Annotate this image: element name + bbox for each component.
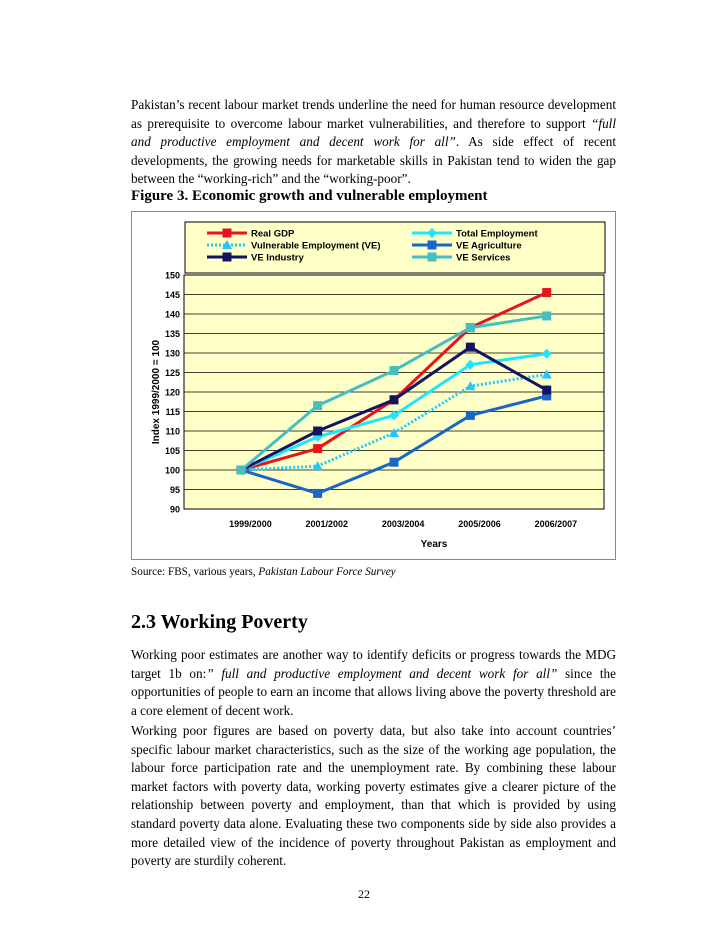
para2-text-after: since the opportunities of people to earn an income that allows living above the poverty threshold are a core element of decent work. — [131, 665, 616, 718]
legend-label: VE Agriculture — [456, 240, 522, 252]
y-tick-label: 100 — [164, 465, 180, 476]
y-tick-label: 105 — [164, 446, 180, 456]
para2-quote: ” full and productive employment and decent work for all” — [206, 665, 558, 681]
y-tick-label: 135 — [164, 329, 180, 339]
intro-text-after: . As side effect of recent developments, the growing needs for marketable skills in Pakistan tend to widen the gap between the “working-rich” and the “working-poor”. — [131, 134, 616, 187]
x-axis-label: Years — [420, 539, 448, 550]
data-point-ve-industry — [466, 343, 475, 352]
data-point-ve-industry — [390, 395, 399, 404]
y-axis — [165, 271, 180, 515]
data-point-ve-services — [466, 323, 475, 332]
legend-label: VE Industry — [251, 252, 304, 264]
intro-text-before: Pakistan’s recent labour market trends underline the need for human resource development as prerequisite to overcome labour market vulnerabilities, and therefore to support — [131, 97, 616, 131]
x-tick-label: 1999/2000 — [229, 519, 272, 529]
data-point-ve-services — [542, 311, 551, 320]
section-title: 2.3 Working Poverty — [131, 611, 308, 633]
legend-label: Vulnerable Employment (VE) — [251, 240, 381, 252]
y-axis-label: Index 1999/2000 = 100 — [151, 339, 162, 445]
legend-marker — [223, 253, 232, 262]
y-tick-label: 115 — [165, 407, 180, 417]
y-tick-label: 140 — [164, 309, 180, 320]
paragraph-working-poor-estimates — [131, 646, 616, 720]
data-point-ve-agriculture — [390, 458, 399, 467]
data-point-ve-services — [313, 401, 322, 410]
para2-text-before: Working poor estimates are another way to identify deficits or progress towards the MDG target 1b on: — [131, 647, 616, 681]
page-number: 22 — [358, 887, 370, 901]
legend-marker — [223, 229, 232, 238]
data-point-ve-agriculture — [466, 411, 475, 420]
data-point-ve-industry — [542, 386, 551, 395]
y-tick-label: 125 — [164, 368, 180, 378]
figure-source — [131, 566, 396, 578]
chart-container — [131, 211, 616, 560]
y-tick-label: 130 — [164, 348, 180, 359]
y-tick-label: 90 — [169, 504, 180, 515]
y-tick-label: 95 — [169, 485, 180, 495]
source-prefix: Source: FBS, various years, — [131, 566, 259, 578]
x-tick-label: 2001/2002 — [305, 519, 349, 529]
x-tick-label: 2003/2004 — [381, 519, 425, 529]
data-point-ve-services — [237, 466, 246, 475]
figure-title: Figure 3. Economic growth and vulnerable employment — [131, 188, 488, 204]
data-point-real-gdp — [542, 288, 551, 297]
data-point-ve-services — [390, 366, 399, 375]
source-italic: Pakistan Labour Force Survey — [258, 566, 396, 578]
data-point-real-gdp — [313, 444, 322, 453]
x-tick-label: 2005/2006 — [458, 519, 501, 529]
x-axis — [229, 519, 577, 529]
legend-label: VE Services — [456, 252, 511, 264]
legend-label: Real GDP — [251, 228, 295, 240]
intro-quote: “full and productive employment and decent work for all” — [131, 115, 616, 150]
y-tick-label: 145 — [164, 290, 180, 300]
y-tick-label: 110 — [165, 426, 180, 437]
line-chart — [132, 212, 615, 559]
y-tick-label: 120 — [164, 387, 180, 398]
legend-box — [185, 222, 605, 273]
data-point-ve-industry — [313, 427, 322, 436]
x-tick-label: 2006/2007 — [534, 519, 578, 529]
data-point-ve-agriculture — [313, 489, 322, 498]
legend-marker — [428, 253, 437, 262]
intro-paragraph — [131, 96, 616, 189]
legend-label: Total Employment — [456, 228, 538, 240]
paragraph-working-poor-figures: Working poor figures are based on poverty data, but also take into account countries’ specific labour market characteristics, such as the size of the working age population, the labour force participation rate and the unemployment rate. By combining these labour market factors with poverty data, working poverty estimates give a clearer picture of the relationship between poverty and employment, than that which is provided by using standard poverty data alone. Evaluating these two components side by side also provides a more detailed view of the incidence of poverty throughout Pakistan as employment and poverty are sturdily coherent. — [131, 723, 616, 869]
legend-marker — [428, 241, 437, 250]
y-tick-label: 150 — [164, 270, 180, 281]
